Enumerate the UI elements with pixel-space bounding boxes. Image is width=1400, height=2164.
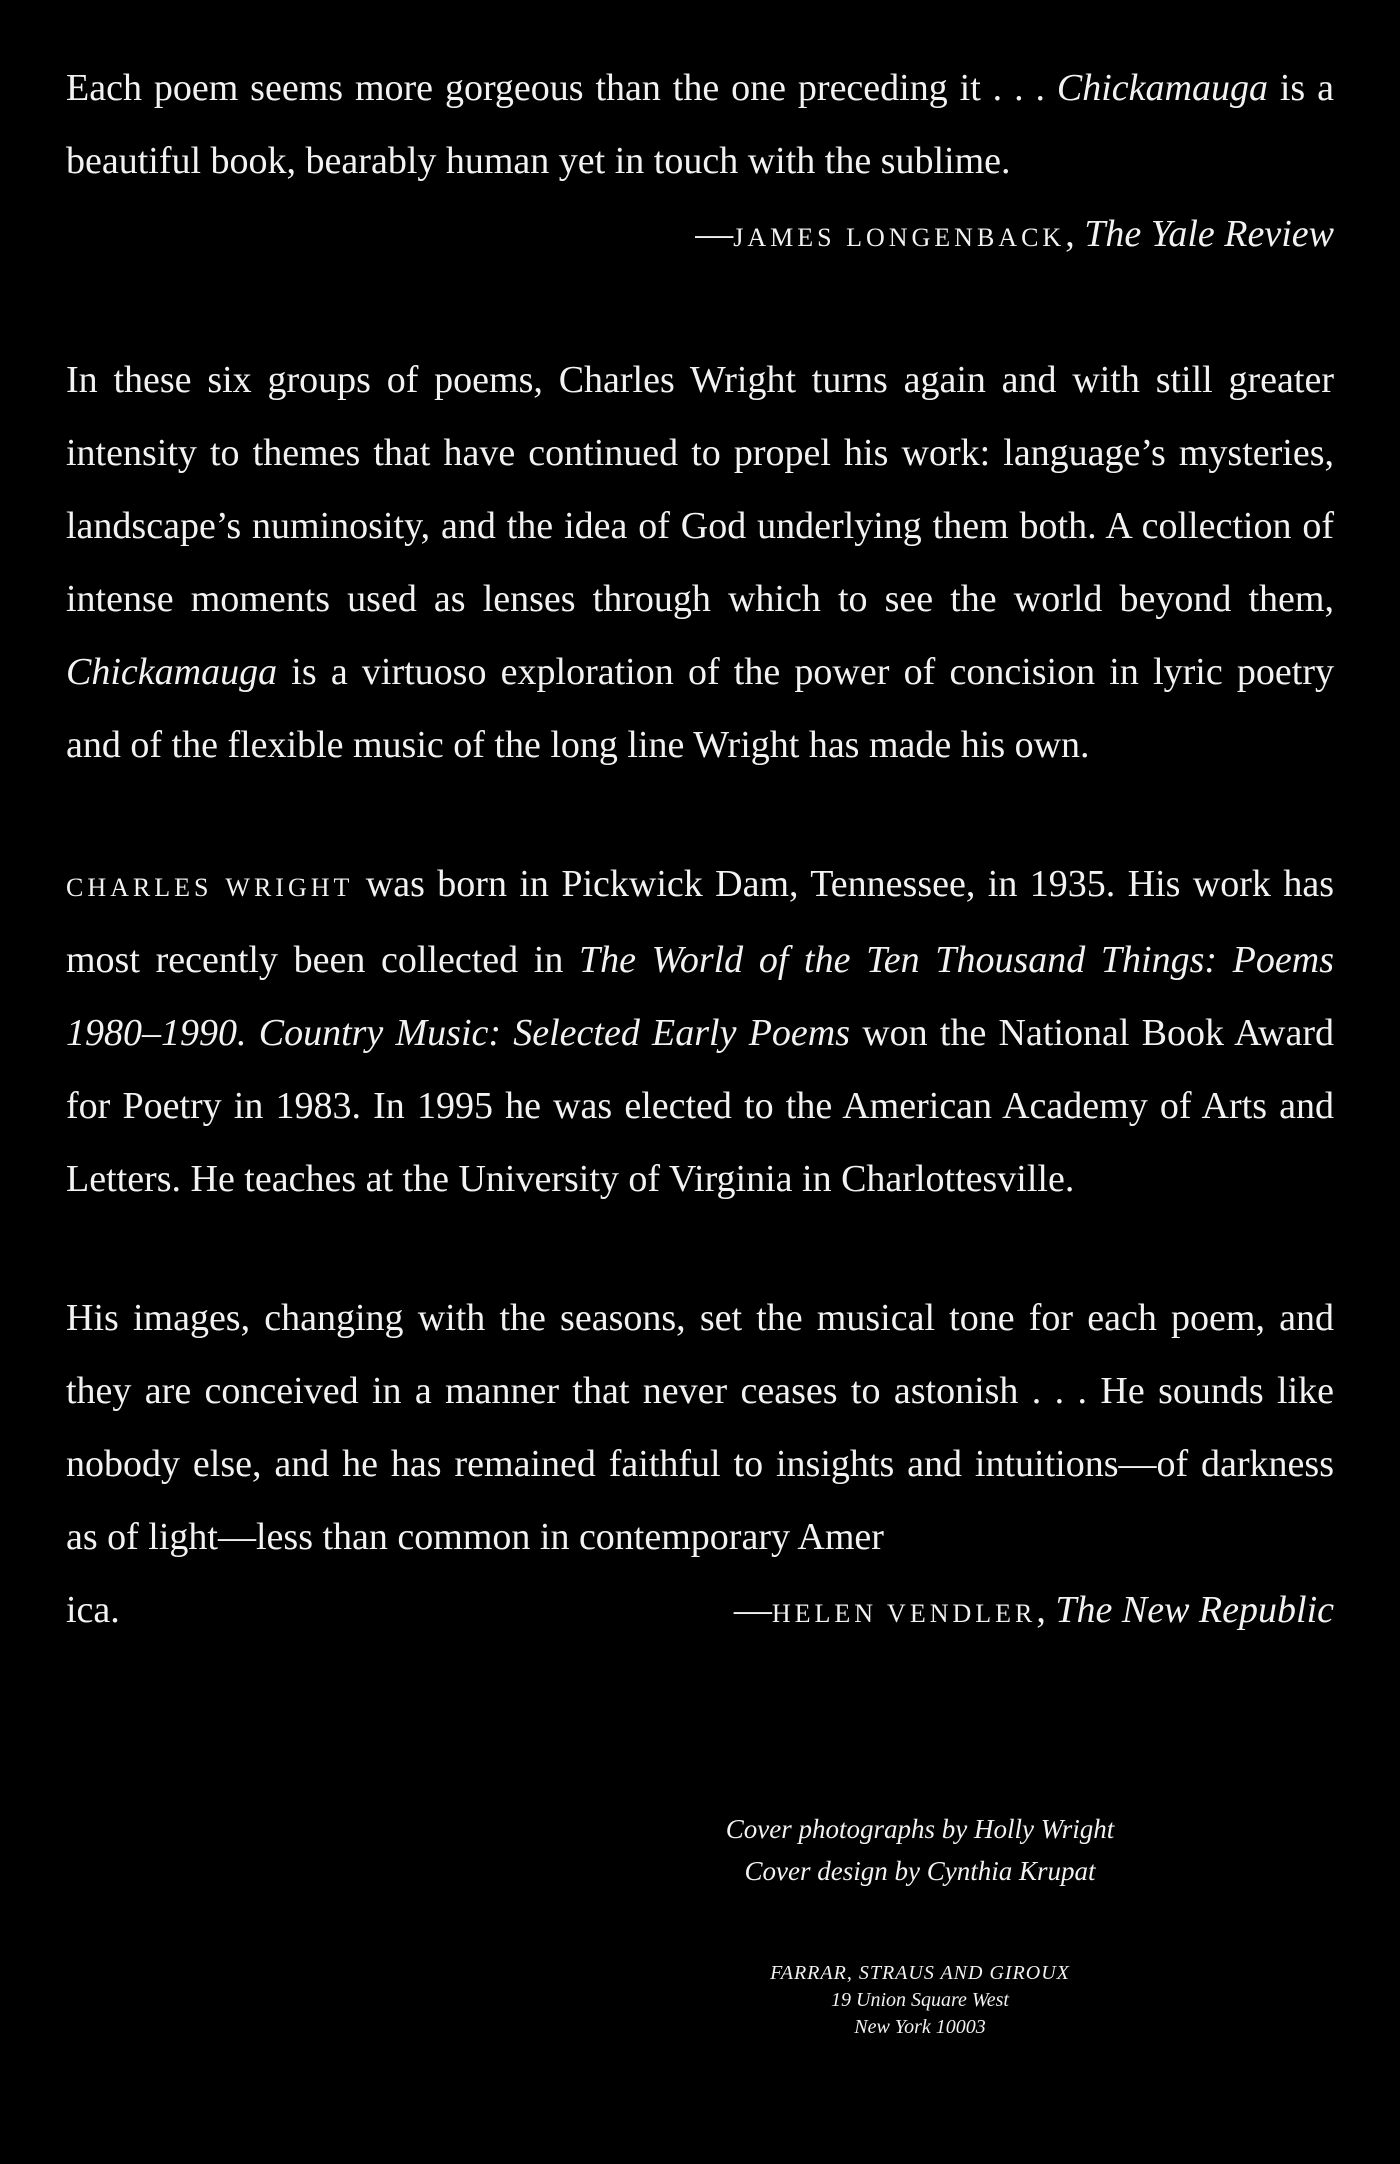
cover-credits — [0, 1808, 1400, 1892]
author-bio — [66, 848, 1334, 1216]
review-2-text-end: ica. — [66, 1589, 120, 1631]
review-1-source: The Yale Review — [1084, 213, 1334, 255]
attribution-dash: — — [733, 1589, 772, 1631]
attribution-separator: , — [1065, 213, 1085, 255]
book-description — [66, 344, 1334, 782]
author-name: CHARLES WRIGHT — [66, 873, 354, 902]
spacer — [66, 274, 1334, 344]
attribution-dash: — — [695, 213, 734, 255]
design-credit: Cover design by Cynthia Krupat — [744, 1856, 1096, 1886]
publisher-street: 19 Union Square West — [831, 1989, 1009, 2011]
review-2-attribution — [734, 1574, 1334, 1650]
back-cover-text — [66, 52, 1334, 1650]
photo-credit: Cover photographs by Holly Wright — [725, 1814, 1115, 1844]
publisher-name: FARRAR, STRAUS AND GIROUX — [770, 1962, 1070, 1984]
bio-text-end: won the National Book Award for Poetry in 1983. In 1995 he was elected to the American Academy of Arts and Letters. He teaches at the University of Virginia in Charlottesville. — [66, 1012, 1334, 1200]
review-2-last-line — [66, 1574, 1334, 1650]
description-text-end: is a virtuoso exploration of the power of concision in lyric poetry and of the flexible music of the long line Wright has made his own. — [66, 651, 1334, 766]
bio-book-titles: The World of the Ten Thousand Things: Poems 1980–1990. Country Music: Selected Early Poems — [66, 939, 1334, 1054]
review-1-attribution — [66, 198, 1334, 274]
publisher-city: New York 10003 — [854, 2016, 986, 2038]
review-1-author: JAMES LONGENBACK — [733, 223, 1066, 252]
description-book-title: Chickamauga — [66, 651, 278, 693]
attribution-separator: , — [1036, 1589, 1056, 1631]
review-2-author: HELEN VENDLER — [771, 1599, 1037, 1628]
review-1-text: Each poem seems more gorgeous than the one preceding it . . . — [66, 67, 1057, 109]
publisher-block — [0, 1960, 1400, 2041]
description-text: In these six groups of poems, Charles Wright turns again and with still greater intensity to themes that have continued to propel his work: language’s mysteries, landscape’s numinosity, and the idea of God underlying them both. A collection of intense moments used as lenses through which to see the world beyond them, — [66, 359, 1334, 620]
review-quote-2 — [66, 1282, 1334, 1574]
review-2-text: His images, changing with the seasons, set the musical tone for each poem, and they are conceived in a manner that never ceases to astonish . . . He sounds like nobody else, and he has remained faithful to insights and intuitions—of darkness as of light—less than common in contemporary Amer — [66, 1297, 1334, 1558]
spacer — [66, 1216, 1334, 1282]
spacer — [66, 782, 1334, 848]
review-quote-1 — [66, 52, 1334, 198]
review-1-text-end: is a beautiful book, bearably human yet in touch with the sublime. — [66, 67, 1334, 182]
review-1-book-title: Chickamauga — [1056, 67, 1268, 109]
review-2-source: The New Republic — [1055, 1589, 1334, 1631]
bio-text: was born in Pickwick Dam, Tennessee, in 1935. His work has most recently been collected in — [66, 863, 1334, 981]
